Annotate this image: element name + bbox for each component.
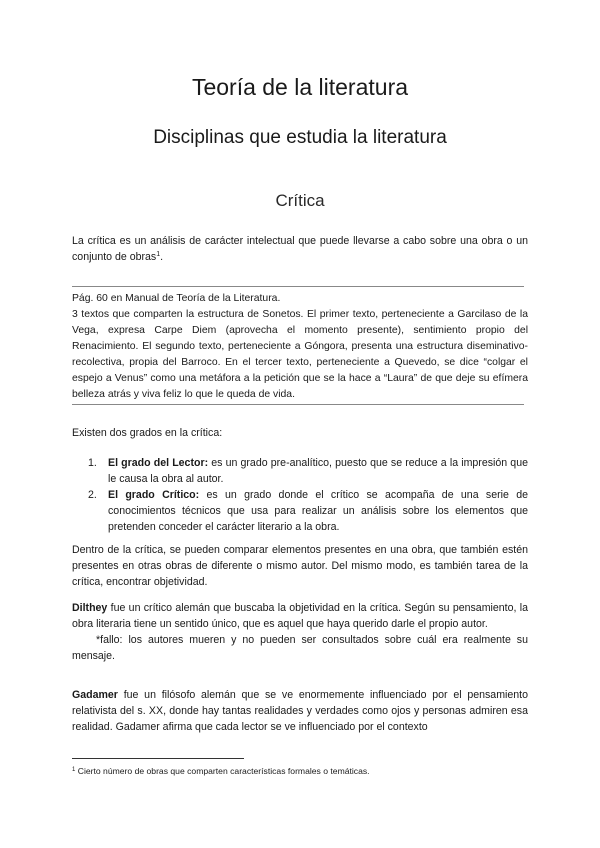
note-top-divider bbox=[72, 286, 524, 287]
intro-text: La crítica es un análisis de carácter intelectual que puede llevarse a cabo sobre una obra o un conjunto de obras bbox=[72, 235, 528, 263]
list-item bbox=[72, 487, 528, 535]
grades-list bbox=[72, 455, 528, 535]
comparison-paragraph: Dentro de la crítica, se pueden comparar elementos presentes en una obra, que también estén presentes en otras obras de diferente o mismo autor. Del mismo modo, es también tarea de la crítica, encontrar objetividad. bbox=[72, 544, 528, 588]
gadamer-text: fue un filósofo alemán que se ve enormemente influenciado por el pensamiento relativista del s. XX, donde hay tantas realidades y verdades como ojos y personas admiren esa realidad. Gadamer afirma que cada lector se ve influenciado por el contexto bbox=[72, 689, 528, 733]
dilthey-text: fue un crítico alemán que buscaba la objetividad en la crítica. Según su pensamiento, la obra literaria tiene un sentido único, que es aquel que haya querido darle el propio autor. bbox=[72, 602, 528, 630]
grades-intro: Existen dos grados en la crítica: bbox=[72, 427, 223, 439]
footnote-divider bbox=[72, 758, 244, 759]
footnote-mark: 1 bbox=[72, 767, 76, 773]
intro-end: . bbox=[160, 251, 164, 263]
list-item-number: 1. bbox=[88, 457, 97, 469]
footnote bbox=[72, 765, 528, 777]
document-title: Teoría de la literatura bbox=[191, 74, 409, 100]
list-item-lead: El grado del Lector: bbox=[108, 457, 209, 469]
note-body: 3 textos que comparten la estructura de Sonetos. El primer texto, perteneciente a Garcilaso de la Vega, expresa Carpe Diem (aprovecha el momento presente), sentimiento propio del Renacimiento. El segundo texto, perteneciente a Góngora, presenta una estructura diseminativo-recolectiva, propia del Barroco. En el tercer texto, perteneciente a Quevedo, se dice “colgar el espejo a Venus” como una metáfora a la petición que se la hace a “Laura” de que deje su efímera belleza atrás y viva feliz lo que le queda de vida. bbox=[72, 309, 528, 400]
intro-paragraph bbox=[72, 233, 528, 265]
gadamer-paragraph bbox=[72, 687, 528, 735]
section-heading: Crítica bbox=[275, 191, 325, 210]
list-item-text: es un grado donde el crítico se acompaña de una serie de conocimientos técnicos que usa para realizar un análisis sobre los elementos que pretenden conceder el carácter literario a la obra. bbox=[108, 489, 528, 533]
reference-note bbox=[72, 291, 528, 403]
document-subtitle: Disciplinas que estudia la literatura bbox=[153, 127, 447, 148]
footnote-reference: 1 bbox=[156, 251, 161, 258]
dilthey-name: Dilthey bbox=[72, 602, 108, 614]
list-item-number: 2. bbox=[88, 489, 97, 501]
list-item-text: es un grado pre-analítico, puesto que se reduce a la impresión que le causa la obra al autor. bbox=[108, 457, 528, 485]
dilthey-fail-note: *fallo: los autores mueren y no pueden ser consultados sobre cuál era realmente su mensaje. bbox=[72, 634, 528, 662]
dilthey-paragraph bbox=[72, 600, 528, 664]
gadamer-name: Gadamer bbox=[72, 689, 118, 701]
list-item-lead: El grado Crítico: bbox=[108, 489, 200, 501]
list-item bbox=[72, 455, 528, 487]
note-bottom-divider bbox=[72, 404, 524, 405]
footnote-text: Cierto número de obras que comparten características formales o temáticas. bbox=[75, 766, 370, 776]
note-source-line: Pág. 60 en Manual de Teoría de la Literatura. bbox=[72, 293, 281, 304]
